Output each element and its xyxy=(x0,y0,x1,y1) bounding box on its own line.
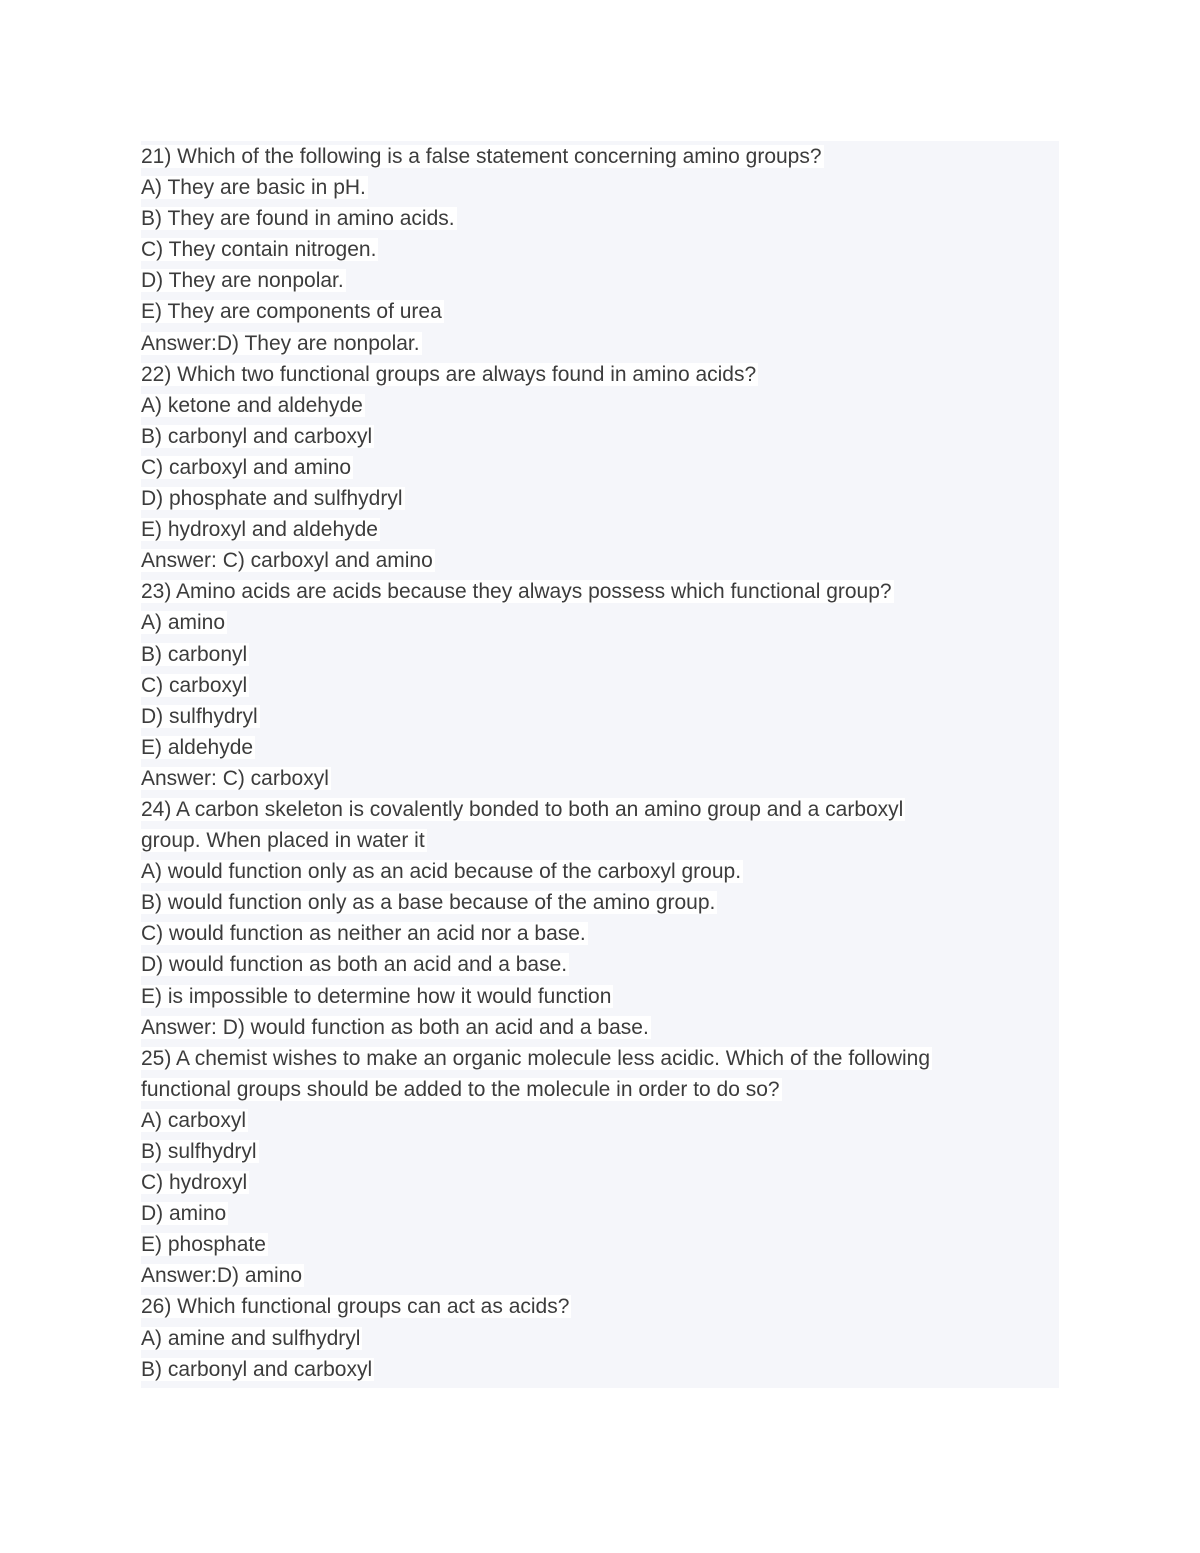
text-line xyxy=(141,732,1041,763)
text-line-content: B) They are found in amino acids. xyxy=(141,207,455,231)
text-line xyxy=(141,265,1041,296)
text-line xyxy=(141,203,1041,234)
text-line-content: Answer:D) They are nonpolar. xyxy=(141,331,420,355)
text-line-content: group. When placed in water it xyxy=(141,829,425,853)
text-line-content: B) carbonyl and carboxyl xyxy=(141,1357,373,1381)
text-line-content: A) would function only as an acid because of the carboxyl group. xyxy=(141,860,742,884)
text-line-content: B) sulfhydryl xyxy=(141,1140,257,1163)
document-page-content xyxy=(141,141,1059,1388)
text-line xyxy=(141,794,1041,825)
text-line xyxy=(141,172,1041,203)
text-line-content: E) hydroxyl and aldehyde xyxy=(141,518,378,542)
text-line-content: C) carboxyl xyxy=(141,673,248,697)
text-line-content: A) carboxyl xyxy=(141,1108,247,1132)
text-line-content: C) They contain nitrogen. xyxy=(141,238,377,262)
text-line-content: 26) Which functional groups can act as acids? xyxy=(141,1295,570,1319)
text-lines xyxy=(141,141,1041,1385)
text-line-content: 22) Which two functional groups are always found in amino acids? xyxy=(141,362,757,386)
text-line xyxy=(141,1260,1041,1291)
text-line-content: E) They are components of urea xyxy=(141,300,442,324)
text-line-content: 21) Which of the following is a false statement concerning amino groups? xyxy=(141,145,822,168)
text-line xyxy=(141,1198,1041,1229)
text-line xyxy=(141,576,1041,607)
text-line-content: 24) A carbon skeleton is covalently bonded to both an amino group and a carboxyl xyxy=(141,797,904,821)
text-line-content: A) ketone and aldehyde xyxy=(141,393,363,417)
text-line xyxy=(141,639,1041,670)
text-line-content: Answer: D) would function as both an acid and a base. xyxy=(141,1015,649,1039)
text-line xyxy=(141,234,1041,265)
text-line xyxy=(141,1074,1041,1105)
text-line-content: D) phosphate and sulfhydryl xyxy=(141,487,403,511)
text-line xyxy=(141,825,1041,856)
text-line xyxy=(141,607,1041,638)
text-line xyxy=(141,514,1041,545)
text-line-content: E) phosphate xyxy=(141,1233,266,1257)
text-line xyxy=(141,918,1041,949)
text-line xyxy=(141,421,1041,452)
text-line xyxy=(141,1105,1041,1136)
text-line xyxy=(141,1354,1041,1385)
text-line xyxy=(141,701,1041,732)
text-line-content: 23) Amino acids are acids because they always possess which functional group? xyxy=(141,580,892,604)
text-line-content: Answer: C) carboxyl and amino xyxy=(141,549,433,573)
text-line xyxy=(141,1043,1041,1074)
text-line xyxy=(141,390,1041,421)
text-line-content: E) aldehyde xyxy=(141,735,254,759)
text-line-content: A) amino xyxy=(141,611,226,635)
text-line xyxy=(141,1229,1041,1260)
text-line xyxy=(141,296,1041,327)
text-line-content: Answer:D) amino xyxy=(141,1264,303,1288)
text-line xyxy=(141,359,1041,390)
text-line xyxy=(141,328,1041,359)
text-line xyxy=(141,670,1041,701)
text-line xyxy=(141,1323,1041,1354)
text-line xyxy=(141,483,1041,514)
text-line xyxy=(141,949,1041,980)
text-line xyxy=(141,763,1041,794)
text-line-content: D) They are nonpolar. xyxy=(141,269,344,293)
text-line xyxy=(141,545,1041,576)
text-line-content: 25) A chemist wishes to make an organic molecule less acidic. Which of the following xyxy=(141,1046,931,1070)
text-line-content: B) carbonyl xyxy=(141,642,248,666)
text-line-content: A) amine and sulfhydryl xyxy=(141,1326,361,1350)
text-line xyxy=(141,856,1041,887)
text-line-content: A) They are basic in pH. xyxy=(141,176,366,200)
text-line xyxy=(141,1291,1041,1322)
text-line-content: functional groups should be added to the molecule in order to do so? xyxy=(141,1077,780,1101)
text-line xyxy=(141,1167,1041,1198)
text-line xyxy=(141,1012,1041,1043)
text-line-content: D) would function as both an acid and a base. xyxy=(141,953,568,977)
text-line-content: C) would function as neither an acid nor a base. xyxy=(141,922,586,946)
text-line xyxy=(141,981,1041,1012)
text-line xyxy=(141,141,1041,172)
text-line-content: C) hydroxyl xyxy=(141,1171,248,1195)
text-line xyxy=(141,1136,1041,1167)
text-line xyxy=(141,887,1041,918)
text-line-content: C) carboxyl and amino xyxy=(141,455,352,479)
text-line-content: D) sulfhydryl xyxy=(141,704,258,728)
text-line-content: Answer: C) carboxyl xyxy=(141,766,329,790)
text-line-content: D) amino xyxy=(141,1202,227,1226)
text-line-content: B) carbonyl and carboxyl xyxy=(141,424,373,448)
text-line xyxy=(141,452,1041,483)
text-line-content: E) is impossible to determine how it would function xyxy=(141,984,612,1008)
text-line-content: B) would function only as a base because of the amino group. xyxy=(141,891,716,915)
